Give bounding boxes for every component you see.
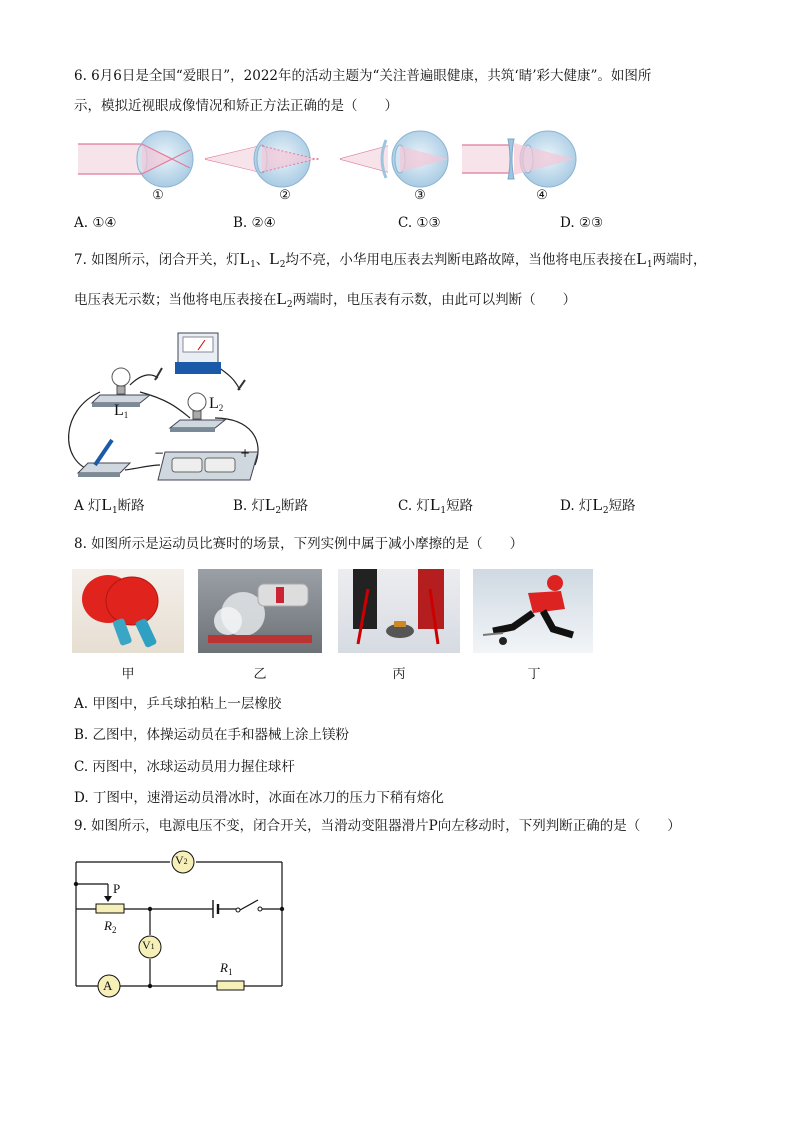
- q7-option-d[interactable]: D. 灯$L_2$短路: [560, 495, 636, 516]
- caption-bing: 丙: [392, 667, 406, 682]
- resistor-r1: [217, 981, 244, 990]
- caption-yi: 乙: [253, 667, 267, 682]
- q8-option-a[interactable]: A. 甲图中，乒乓球拍粘上一层橡胶: [74, 696, 282, 712]
- battery-plus-label: +: [240, 446, 251, 460]
- fig-label-l1: $L_1$: [114, 402, 129, 420]
- q6-option-d[interactable]: D. ②③: [560, 215, 604, 231]
- q7-option-b[interactable]: B. 灯$L_2$断路: [233, 495, 309, 516]
- fig-label-l2: $L_2$: [209, 395, 224, 413]
- q6-stem-line2: 示，模拟近视眼成像情况和矫正方法正确的是（ ）: [74, 98, 398, 114]
- q8-option-d[interactable]: D. 丁图中，速滑运动员滑冰时，冰面在冰刀的压力下稍有熔化: [74, 790, 444, 806]
- r1-label: $R_1$: [220, 960, 233, 977]
- v2-label: V2: [175, 853, 188, 867]
- eye-label-2: ②: [279, 188, 291, 203]
- slider-p-label: P: [113, 881, 121, 896]
- eye-label-3: ③: [414, 188, 426, 203]
- r2-label: $R_2$: [104, 918, 117, 935]
- q6-option-b[interactable]: B. ②④: [233, 215, 276, 231]
- v1-label: V1: [142, 938, 155, 952]
- q8-option-b[interactable]: B. 乙图中，体操运动员在手和器械上涂上镁粉: [74, 727, 350, 743]
- q6-stem-line1: 6. 6月6日是全国“爱眼日”，2022年的活动主题为“关注普遍眼健康，共筑‘睛’彩大健康”。如图所: [74, 68, 652, 84]
- caption-jia: 甲: [121, 667, 135, 682]
- q7-option-c[interactable]: C. 灯$L_1$短路: [398, 495, 474, 516]
- eye-label-4: ④: [536, 188, 548, 203]
- rheostat-r2: [96, 904, 124, 913]
- q8-option-c[interactable]: C. 丙图中，冰球运动员用力握住球杆: [74, 759, 295, 775]
- caption-ding: 丁: [527, 667, 541, 682]
- eye-label-1: ①: [152, 188, 164, 203]
- q7-stem-line1: 7. 如图所示，闭合开关，灯$L_1$、$L_2$均不亮，小华用电压表去判断电路故障，当他将电压表接在$L_1$两端时，: [74, 249, 707, 270]
- ammeter-label: A: [103, 978, 113, 993]
- q8-stem: 8. 如图所示是运动员比赛时的场景，下列实例中属于减小摩擦的是（ ）: [74, 536, 524, 552]
- battery-minus-label: −: [154, 446, 165, 460]
- q6-option-c[interactable]: C. ①③: [398, 215, 441, 231]
- q7-stem-line2: 电压表无示数；当他将电压表接在$L_2$两端时，电压表有示数，由此可以判断（ ）: [74, 289, 577, 310]
- q7-option-a[interactable]: A 灯$L_1$断路: [74, 495, 145, 516]
- q9-stem: 9. 如图所示，电源电压不变，闭合开关，当滑动变阻器滑片P向左移动时，下列判断正确的是（ ）: [74, 818, 681, 834]
- q6-option-a[interactable]: A. ①④: [74, 215, 117, 231]
